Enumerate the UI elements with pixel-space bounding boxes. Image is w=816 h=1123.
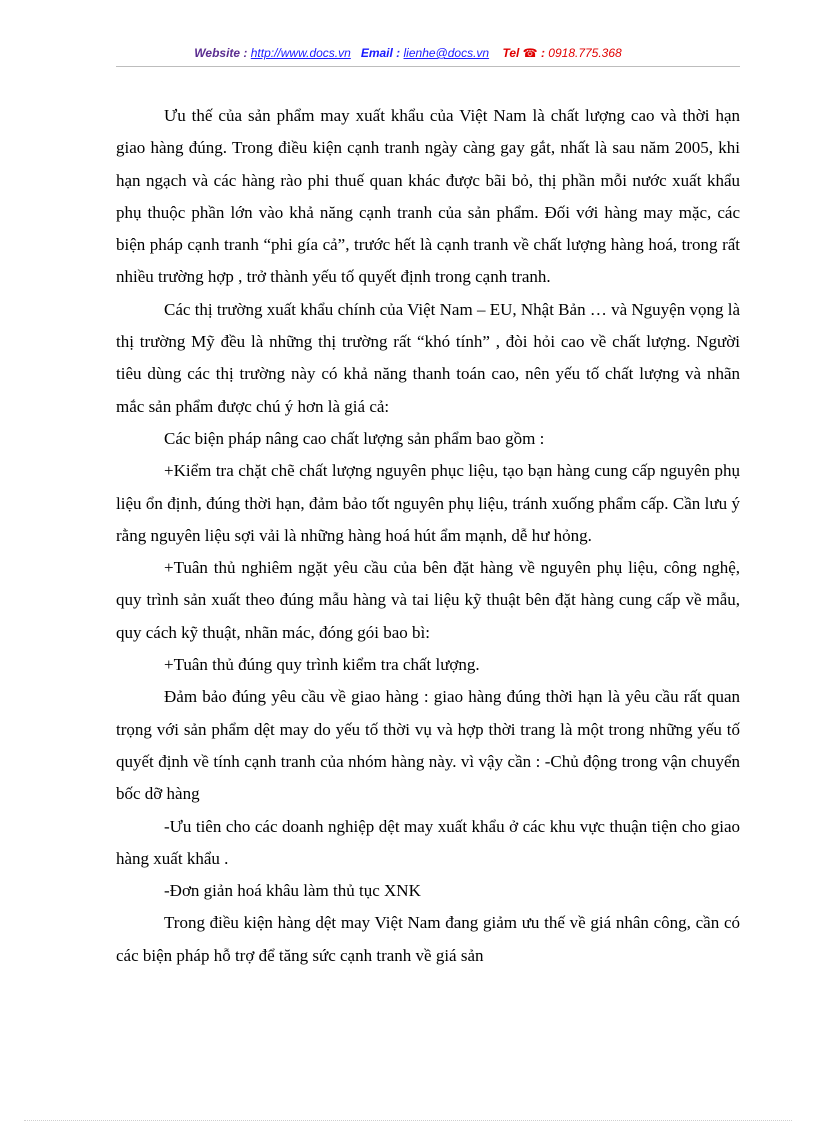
- paragraph: +Kiểm tra chặt chẽ chất lượng nguyên phục liệu, tạo bạn hàng cung cấp nguyên phụ liệu ổn định, đúng thời hạn, đảm bảo tốt nguyên phụ liệu, tránh xuống phẩm cấp. Cần lưu ý rằng nguyên liệu sợi vải là những hàng hoá hút ẩm mạnh, dễ hư hỏng.: [116, 461, 740, 545]
- tel-label: Tel ☎ :: [502, 46, 545, 60]
- tel-value: 0918.775.368: [548, 46, 622, 60]
- paragraph: Đảm bảo đúng yêu cầu về giao hàng : giao hàng đúng thời hạn là yêu cầu rất quan trọng với sản phẩm dệt may do yếu tố thời vụ và hợp thời trang là một trong những yếu tố quyết định về tính cạnh tranh của nhóm hàng này. vì vậy cần : -Chủ động trong vận chuyển bốc dỡ hàng: [116, 687, 740, 804]
- paragraph: -Đơn giản hoá khâu làm thủ tục XNK: [164, 881, 421, 901]
- paragraph: +Tuân thủ đúng quy trình kiểm tra chất lượng.: [164, 655, 480, 675]
- paragraph: Các thị trường xuất khẩu chính của Việt Nam – EU, Nhật Bản … và Nguyện vọng là thị trường Mỹ đều là những thị trường rất “khó tính” , đòi hỏi cao về chất lượng. Người tiêu dùng các thị trường này có khả năng thanh toán cao, nên yếu tố chất lượng và nhãn mắc sản phẩm được chú ý hơn là giá cả:: [116, 299, 740, 416]
- email-link[interactable]: lienhe@docs.vn: [403, 46, 490, 60]
- paragraph: Trong điều kiện hàng dệt may Việt Nam đang giảm ưu thế về giá nhân công, cần có các biện pháp hỗ trợ để tăng sức cạnh tranh về giá sản: [116, 913, 740, 965]
- page-bottom-divider: [24, 1120, 792, 1121]
- website-link[interactable]: http://www.docs.vn: [250, 46, 351, 60]
- paragraph: -Ưu tiên cho các doanh nghiệp dệt may xuất khẩu ở các khu vực thuận tiện cho giao hàng xuất khẩu .: [116, 816, 740, 868]
- website-label: Website :: [194, 46, 248, 60]
- page-header: [0, 46, 816, 60]
- header-divider: [116, 66, 740, 67]
- paragraph: Ưu thế của sản phẩm may xuất khẩu của Việt Nam là chất lượng cao và thời hạn giao hàng đúng. Trong điều kiện cạnh tranh ngày càng gay gắt, nhất là sau năm 2005, khi hạn ngạch và các hàng rào phi thuế quan khác được bãi bỏ, thị phần mỗi nước xuất khẩu phụ thuộc phần lớn vào khả năng cạnh tranh của sản phẩm. Đối với hàng may mặc, các biện pháp cạnh tranh “phi gía cả”, trước hết là cạnh tranh về chất lượng hàng hoá, trong rất nhiều trường hợp , trở thành yếu tố quyết định trong cạnh tranh.: [116, 106, 740, 287]
- paragraph: +Tuân thủ nghiêm ngặt yêu cầu của bên đặt hàng về nguyên phụ liệu, công nghệ, quy trình sản xuất theo đúng mẫu hàng và tai liệu kỹ thuật bên đặt hàng cung cấp về mẫu, quy cách kỹ thuật, nhãn mác, đóng gói bao bì:: [116, 558, 740, 642]
- document-body: [116, 100, 740, 972]
- email-label: Email :: [360, 46, 401, 60]
- paragraph: Các biện pháp nâng cao chất lượng sản phẩm bao gồm :: [164, 428, 545, 448]
